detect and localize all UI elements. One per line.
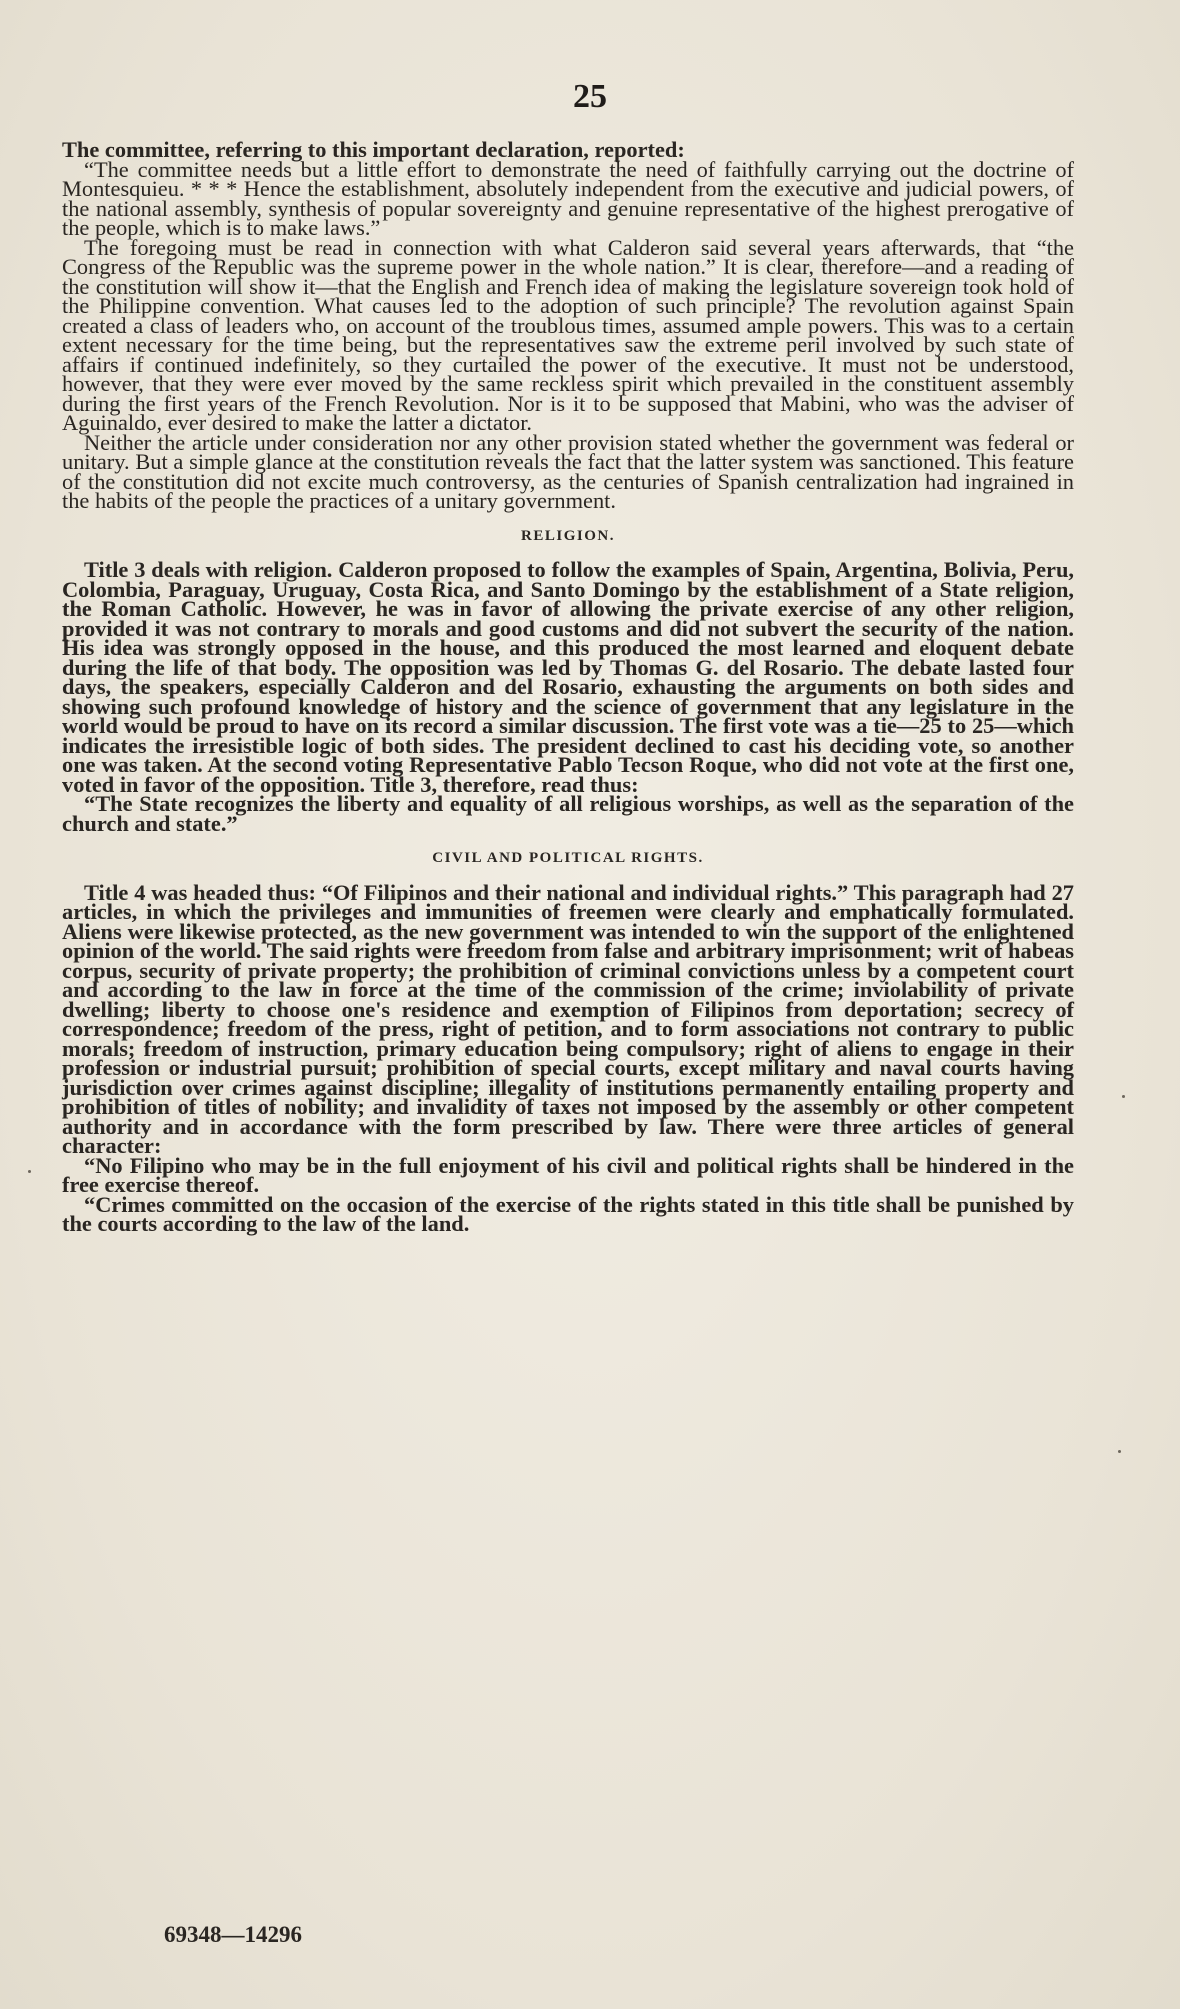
paragraph-article-two: “Crimes committed on the occasion of the exercise of the rights stated in this title shall be punished by the courts according to the law of the land. — [62, 1191, 1074, 1236]
paragraph-religion: Title 3 deals with religion. Calderon proposed to follow the examples of Spain, Argentina, Bolivia, Peru, Colombia, Paraguay, Uruguay, Costa Rica, and Santo Domingo by the establishment of a State religion, the Roman Catholic. However, he was in favor of allowing the private exercise of any other religion, provided it was not contrary to morals and good customs and did not subvert the security of the nation. His idea was strongly opposed in the house, and this produced the most learned and eloquent debate during the life of that body. The opposition was led by Thomas G. del Rosario. The debate lasted four days, the speakers, especially Calderon and del Rosario, exhausting the arguments on both sides and showing such profound knowledge of history and the science of government that any legislature in the world would be proud to have on its record a similar discussion. The first vote was a tie—25 to 25—which indicates the irresistible logic of both sides. The president declined to cast his deciding vote, so another one was taken. At the second voting Representative Pablo Tecson Roque, who did not vote at the first one, voted in favor of the opposition. Title 3, therefore, read thus: — [62, 557, 1074, 797]
paragraph-foregoing: The foregoing must be read in connection with what Calderon said several years afterwards, that “the Congress of the Republic was the supreme power in the whole nation.” It is clear, therefore—and a reading of the constitution will show it—that the English and French idea of making the legislature sovereign took hold of the Philippine convention. What causes led to the adoption of such principle? The revolution against Spain created a class of leaders who, on account of the troublous times, assumed ample powers. This was to a certain extent necessary for the time being, but the representatives saw the extreme peril involved by such state of affairs if continued indefinitely, so they curtailed the power of the executive. It must not be understood, however, that they were ever moved by the same reckless spirit which prevailed in the constituent assembly during the first years of the French Revolution. Nor is it to be supposed that Mabini, who was the adviser of Aguinaldo, ever desired to make the latter a dictator. — [62, 234, 1074, 435]
section-heading-civil-rights: CIVIL AND POLITICAL RIGHTS. — [432, 850, 704, 866]
section-heading-religion: RELIGION. — [521, 527, 615, 544]
paragraph-article-one: “No Filipino who may be in the full enjoyment of his civil and political rights shall be hindered in the free exercise thereof. — [62, 1152, 1074, 1197]
paper-speck — [28, 1170, 31, 1173]
paragraph-committee-quote: “The committee needs but a little effort to demonstrate the need of faithfully carrying out the doctrine of Montesquieu. * * * Hence the establishment, absolutely independent from the executive and judicial powers, of the national assembly, synthesis of popular sovereignty and genuine representative of the highest prerogative of the people, which is to make laws.” — [62, 156, 1074, 240]
paragraph-religion-quote: “The State recognizes the liberty and equality of all religious worships, as well as the separation of the church and state.” — [62, 791, 1074, 836]
body-text — [62, 137, 1074, 1236]
printer-code: 69348—14296 — [164, 1922, 302, 1947]
paragraph-civil-rights: Title 4 was headed thus: “Of Filipinos and their national and individual rights.” This paragraph had 27 articles, in which the privileges and immunities of freemen were clearly and emphatically formulated. Aliens were likewise protected, as the new government was intended to win the support of the enlightened opinion of the world. The said rights were freedom from false and arbitrary imprisonment; writ of habeas corpus, security of private property; the prohibition of criminal convictions unless by a competent court and according to the law in force at the time of the commission of the crime; inviolability of private dwelling; liberty to choose one's residence and exemption of Filipinos from deportation; secrecy of correspondence; freedom of the press, right of petition, and to form associations not contrary to public morals; freedom of instruction, primary education being compulsory; right of aliens to engage in their profession or industrial pursuit; prohibition of special courts, except military and naval courts having jurisdiction over crimes against discipline; illegality of institutions permanently entailing property and prohibition of titles of nobility; and invalidity of taxes not imposed by the assembly or other competent authority and in accordance with the form prescribed by law. There were three articles of general character: — [62, 879, 1074, 1158]
paragraph-intro: The committee, referring to this important declaration, reported: — [62, 137, 685, 162]
paragraph-unitary: Neither the article under consideration nor any other provision stated whether the government was federal or unitary. But a simple glance at the constitution reveals the fact that the latter system was sanctioned. This feature of the constitution did not excite much controversy, as the centuries of Spanish centralization had ingrained in the habits of the people the practices of a unitary government. — [62, 429, 1074, 513]
paper-speck — [1122, 1095, 1125, 1098]
page-number: 25 — [573, 78, 607, 115]
paper-speck — [1118, 1450, 1121, 1453]
